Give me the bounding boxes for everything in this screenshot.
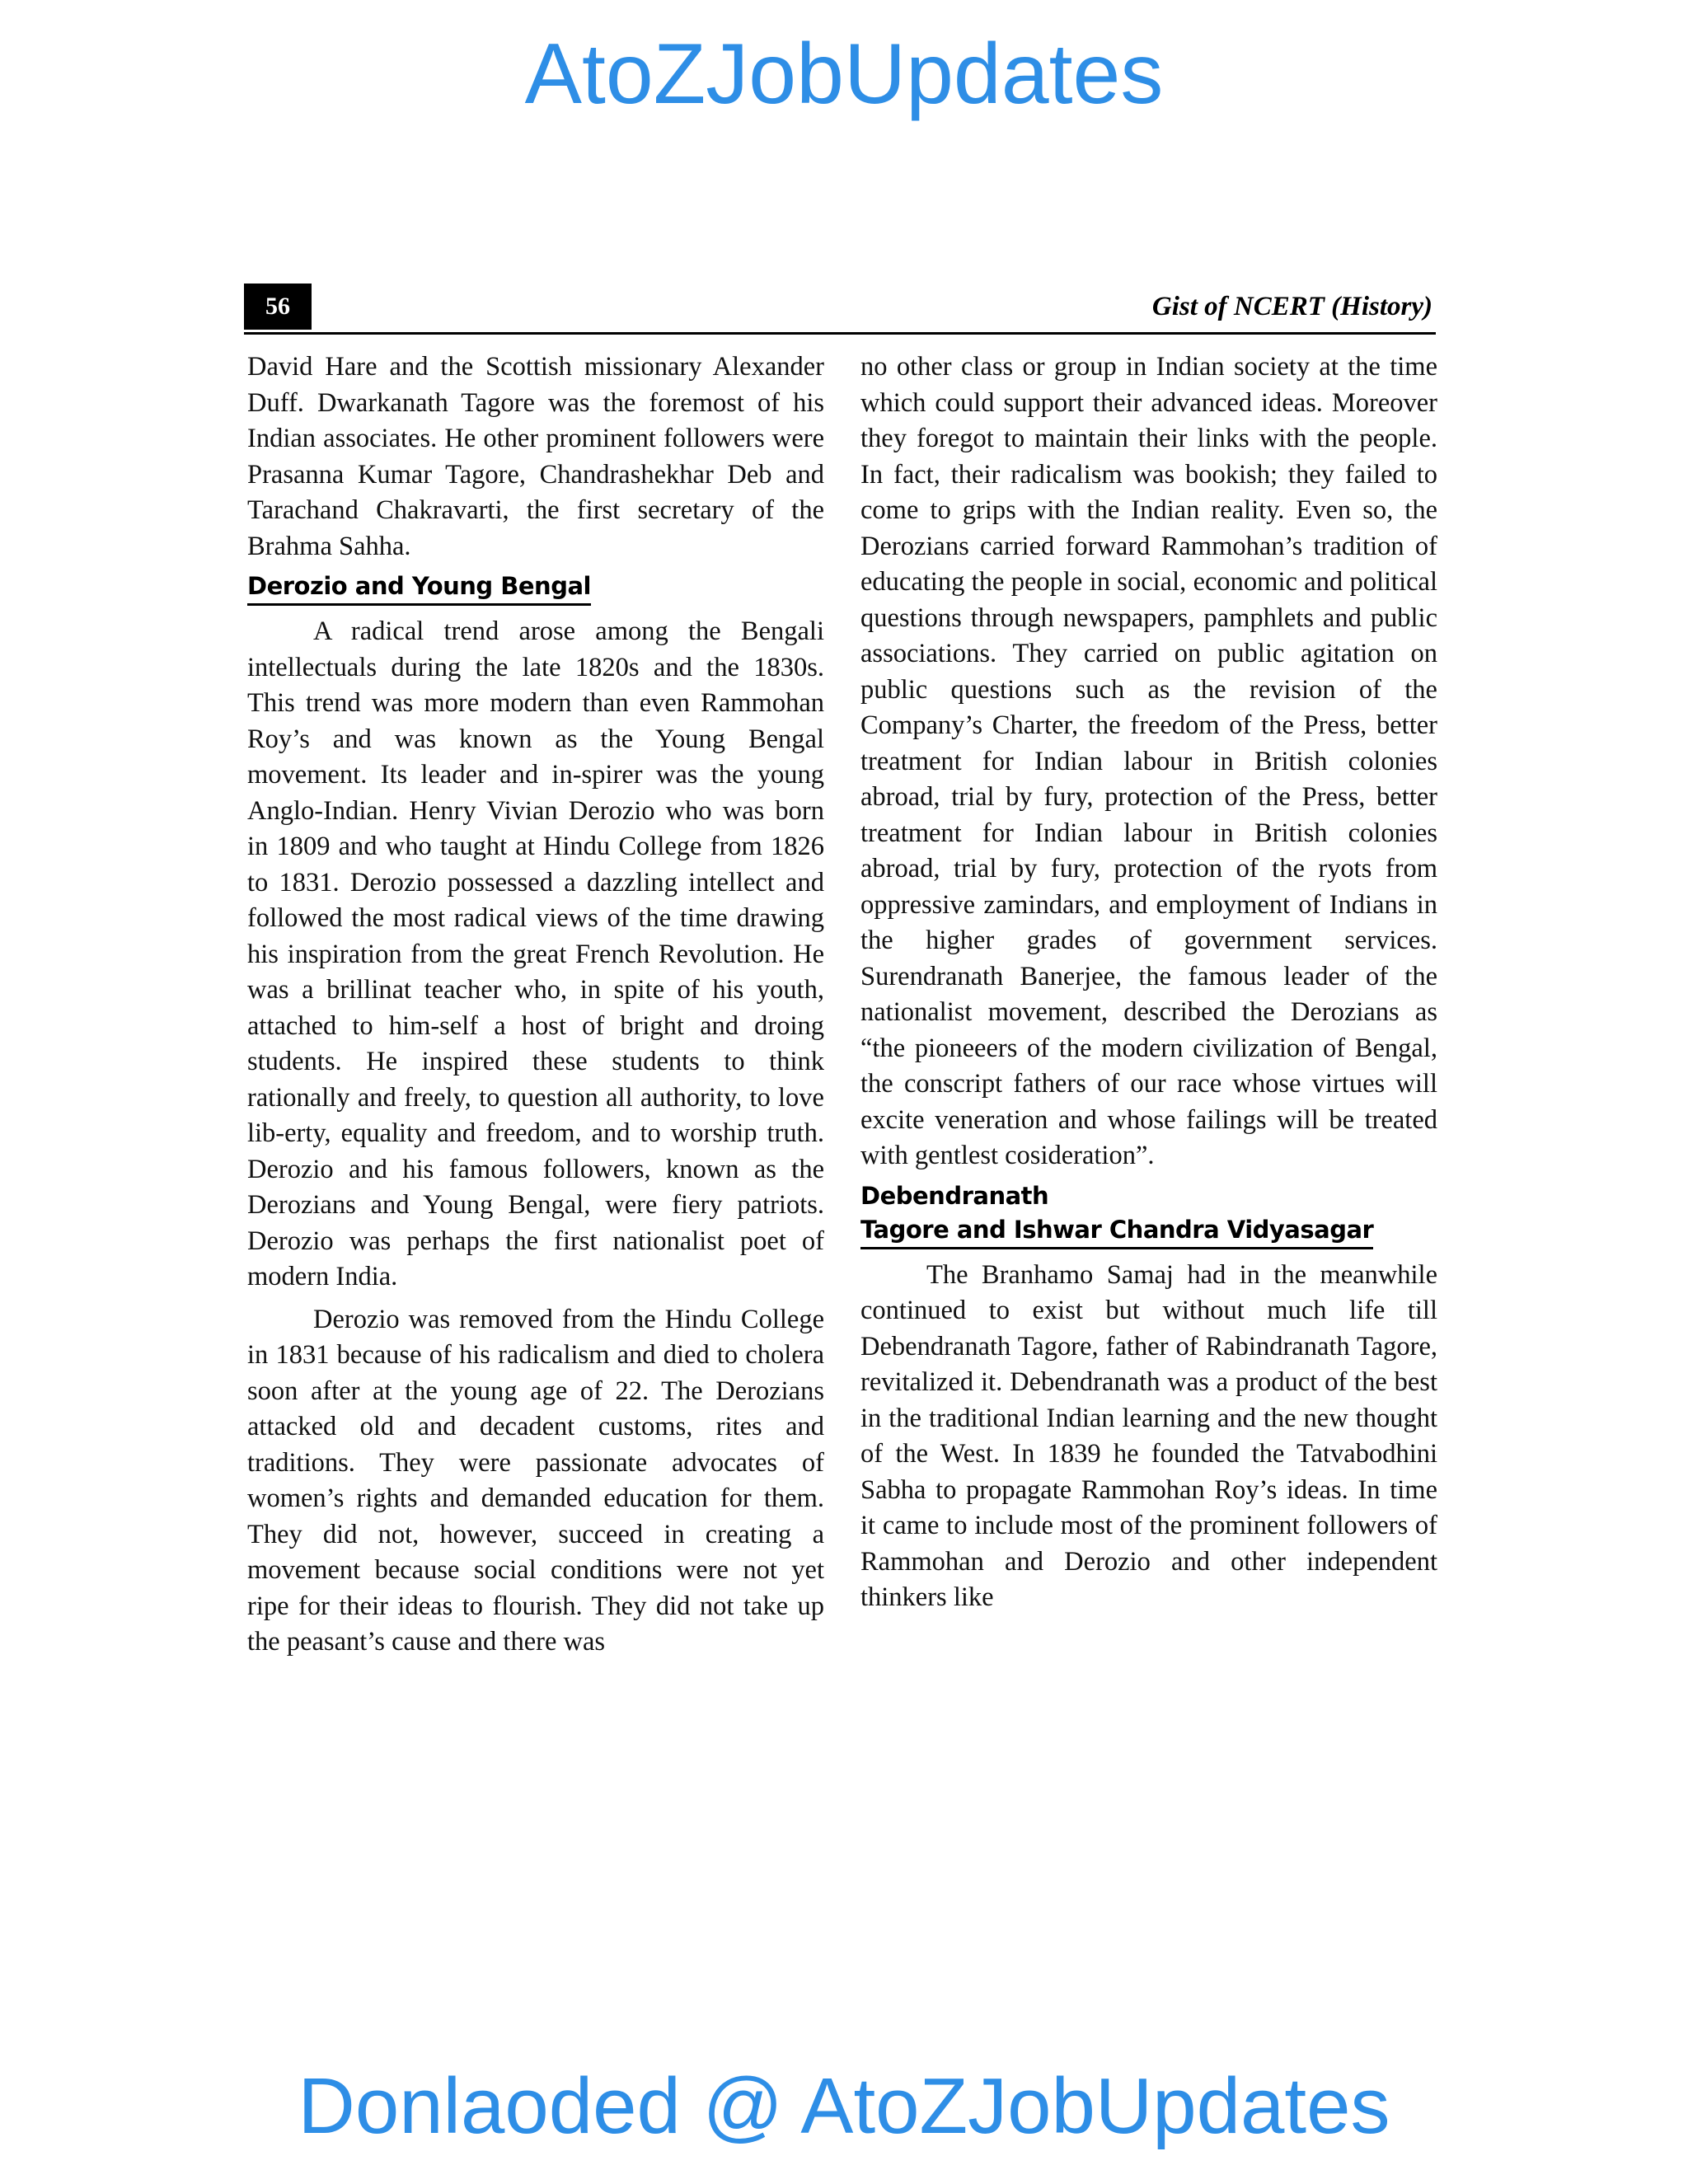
right-column — [860, 349, 1437, 1616]
section-heading — [860, 1179, 1437, 1249]
header-rule — [244, 332, 1436, 335]
page-header — [244, 284, 1436, 335]
left-column — [247, 349, 824, 1661]
paragraph: A radical trend arose among the Bengali intellectuals during the late 1820s and the 1830s. This trend was more modern than even Rammohan Roy’s and was known as the Young Bengal movement. Its leader and in-spirer was the young Anglo-Indian. Henry Vivian Derozio who was born in 1809 and who taught at Hindu College from 1826 to 1831. Derozio possessed a dazzling intellect and followed the most radical views of the time drawing his inspiration from the great French Revolution. He was a brillinat teacher who, in spite of his youth, attached to him-self a host of bright and droing students. He inspired these students to think rationally and freely, to question all authority, to love lib-erty, equality and freedom, and to worship truth. Derozio and his famous followers, known as the Derozians and Young Bengal, were fiery patriots. Derozio was perhaps the first nationalist poet of modern India. — [247, 616, 824, 1291]
watermark-bottom: Donlaoded @ AtoZJobUpdates — [298, 2062, 1390, 2150]
paragraph: Derozio was removed from the Hindu College in 1831 because of his radicalism and died to cholera soon after at the young age of 22. The Derozians attacked old and decadent customs, rites and traditions. They were passionate advocates of women’s rights and demanded education for them. They did not, however, succeed in creating a movement because social conditions were not yet ripe for their ideas to flourish. They did not take up the peasant’s cause and there was — [247, 1304, 824, 1657]
watermark-top: AtoZJobUpdates — [524, 26, 1164, 122]
paragraph: David Hare and the Scottish missionary Alexander Duff. Dwarkanath Tagore was the foremost of his Indian associates. He other prominent followers were Prasanna Kumar Tagore, Chandrashekhar Deb and Tarachand Chakravarti, the first secretary of the Brahma Sahha. — [247, 352, 824, 561]
book-title: Gist of NCERT (History) — [1151, 292, 1432, 321]
paragraph: no other class or group in Indian society at the time which could support their advanced ideas. Moreover they foregot to maintain their links with the people. In fact, their radicalism was bookish; they failed to come to grips with the Indian reality. Even so, the Derozians carried forward Rammohan’s tradition of educating the people in social, economic and political questions through newspapers, pamphlets and public associations. They carried on public agitation on public questions such as the revision of the Company’s Charter, the freedom of the Press, better treatment for Indian labour in British colonies abroad, trial by fury, protection of the Press, better treatment for Indian labour in British colonies abroad, trial by fury, protection of the ryots from oppressive zamindars, and employment of Indians in the higher grades of government services. Surendranath Banerjee, the famous leader of the nationalist movement, described the Derozians as “the pioneeers of the modern civilization of Bengal, the conscript fathers of our race whose virtues will excite veneration and whose failings will be treated with gentlest cosideration”. — [860, 352, 1437, 1170]
section-heading-line1: Debendranath — [860, 1181, 1049, 1210]
section-heading-text: Derozio and Young Bengal — [247, 569, 591, 606]
page-number: 56 — [244, 284, 312, 330]
paragraph: The Branhamo Samaj had in the meanwhile continued to exist but without much life till Debendranath Tagore, father of Rabindranath Tagore, revitalized it. Debendranath was a product of the best in the traditional Indian learning and the new thought of the West. In 1839 he founded the Tatvabodhini Sabha to propagate Rammohan Roy’s ideas. In time it came to include most of the prominent followers of Rammohan and Derozio and other independent thinkers like — [860, 1259, 1437, 1612]
section-heading — [247, 569, 824, 606]
section-heading-line2: Tagore and Ishwar Chandra Vidyasagar — [860, 1213, 1373, 1249]
